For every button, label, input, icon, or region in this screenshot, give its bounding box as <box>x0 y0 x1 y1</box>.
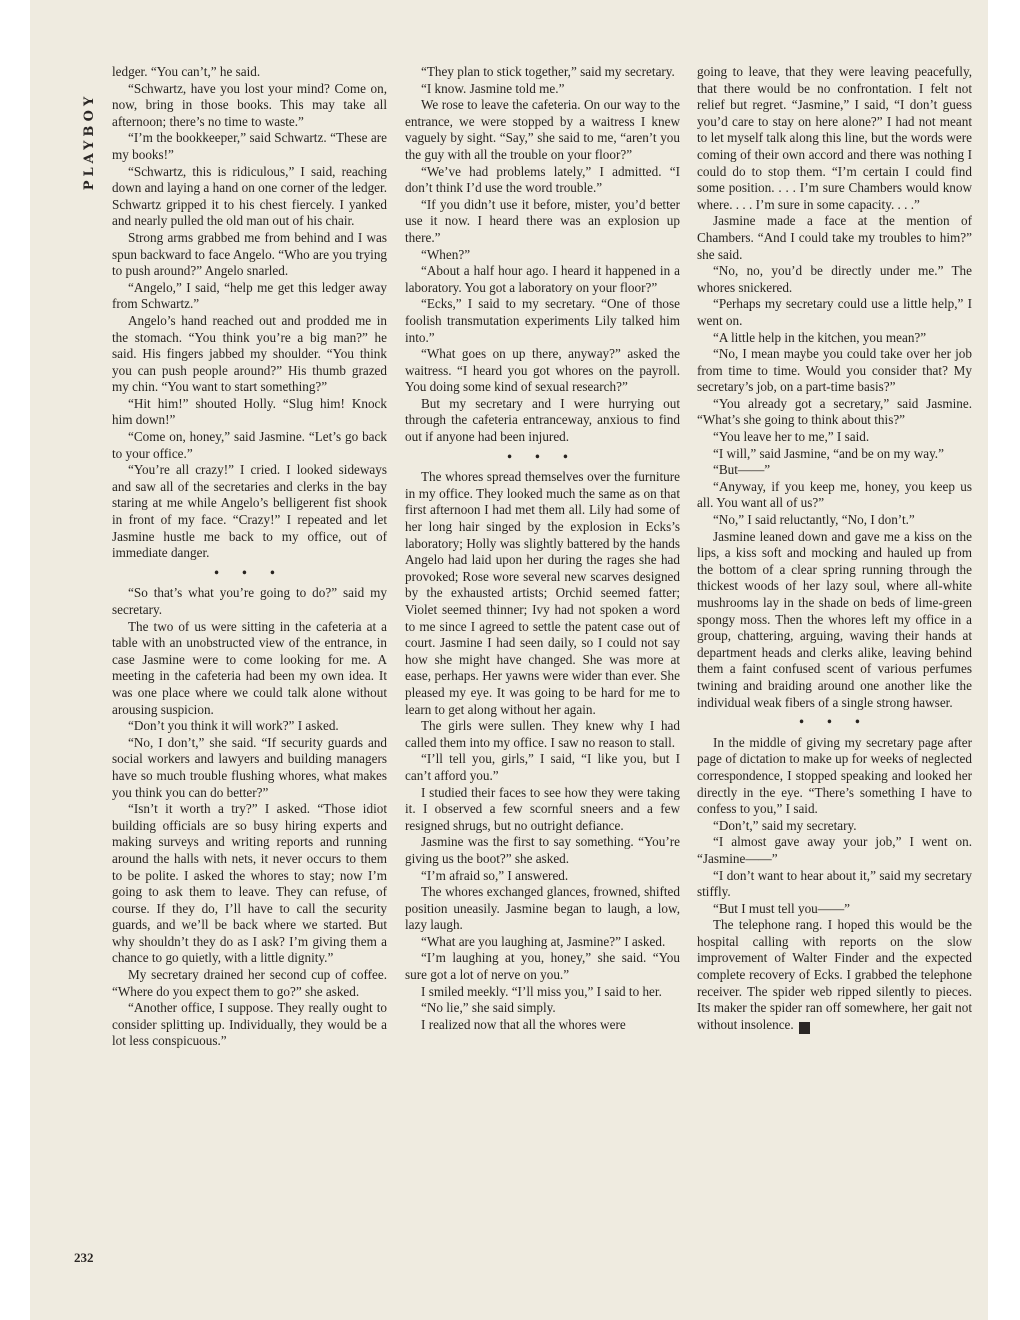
paragraph: “You already got a secretary,” said Jasmine. “What’s she going to think about this?” <box>697 395 972 428</box>
paragraph: “But——” <box>713 462 771 478</box>
masthead <box>78 66 102 216</box>
paragraph: “No, no, you’d be directly under me.” The whores snickered. <box>697 263 972 295</box>
paragraph: “What goes on up there, anyway?” asked the waitress. “I heard you got whores on the payroll. You doing some kind of sexual research?” <box>405 346 680 395</box>
paragraph: “They plan to stick together,” said my secretary. <box>421 64 675 79</box>
paragraph: “Perhaps my secretary could use a little help,” I went on. <box>697 296 972 328</box>
paragraph: Jasmine made a face at the mention of Chambers. “And I could take my troubles to him?” she said. <box>697 213 972 262</box>
paragraph: Jasmine leaned down and gave me a kiss on the lips, a kiss soft and mocking and hauled up from the bottom of a clear spring running through the thickest woods of her lazy soul, where all-white mushrooms lay in the shade on beds of lime-green spongy moss. Then the whores left my office in a group, chattering, arguing, waving their hands at department heads and clerks alike, leaving behind them a faint confused scent of various perfumes twining and braiding around one another like the individual weak fibers of a single strong hawser. <box>697 528 972 710</box>
paragraph: ledger. “You can’t,” he said. <box>112 64 261 79</box>
paragraph: “Isn’t it worth a try?” I asked. “Those idiot building officials are so busy hiring experts and making surveys and writing reports and running around the halls with nets, it never occurs to them to be polite. I asked the whores to stay; now I’m going to ask them to leave. They can refuse, of course. If they do, I’ll have to call the security guards, and we’ll be back where we started. But why shouldn’t they do as I ask? I’m giving them a chance to go quietly, with a little dignity.” <box>112 801 387 966</box>
rabbit-head-icon: ♦ <box>799 1022 810 1034</box>
paragraph: Strong arms grabbed me from behind and I was spun backward to face Angelo. “Who are you trying to push around?” Angelo snarled. <box>112 229 387 279</box>
paragraph: The two of us were sitting in the cafeteria at a table with an unobstructed view of the entrance, in case Jasmine were to come looking for me. A meeting in the cafeteria had been my own idea. It was one place where we could talk alone without arousing suspicion. <box>112 618 387 717</box>
section-break: • • • <box>214 564 285 580</box>
paragraph: I studied their faces to see how they were taking it. I observed a few scornful sneers and a few resigned shrugs, but no outright defiance. <box>405 784 680 833</box>
paragraph: But my secretary and I were hurrying out through the cafeteria entranceway, anxious to find out if anyone had been injured. <box>405 395 680 445</box>
paragraph: We rose to leave the cafeteria. On our way to the entrance, we were stopped by a waitress I knew vaguely by sight. “Say,” she said to me, “aren’t you the guy with all the trouble on your floor?” <box>405 97 680 162</box>
paragraph: “Ecks,” I said to my secretary. “One of those foolish transmutation experiments Lily talked him into.” <box>405 296 680 345</box>
paragraph: “So that’s what you’re going to do?” said my secretary. <box>112 585 387 617</box>
paragraph: “Anyway, if you keep me, honey, you keep us all. You want all of us?” <box>697 478 972 511</box>
paragraph: “A little help in the kitchen, you mean?” <box>713 329 927 345</box>
paragraph: “You leave her to me,” I said. <box>713 429 870 445</box>
paragraph: Angelo’s hand reached out and prodded me in the stomach. “You think you’re a big man?” he said. His fingers jabbed my shoulder. “You think you can push people around?” His thumb grazed my chin. “You want to start something?” <box>112 312 387 395</box>
paragraph: “No, I don’t,” she said. “If security guards and social workers and lawyers and building managers have so much trouble flushing whores, what makes you think you can do better?” <box>112 734 387 800</box>
paragraph: “Schwartz, this is ridiculous,” I said, reaching down and laying a hand on one corner of the ledger. Schwartz gripped it to his chest fiercely. I yanked and nearly pulled the old man out of his chair. <box>112 163 387 229</box>
paragraph: “No,” I said reluctantly, “No, I don’t.” <box>713 512 915 528</box>
paragraph: “You’re all crazy!” I cried. I looked sideways and saw all of the secretaries and clerks in the bay staring at me while Angelo’s belligerent fist shook in front of my face. “Crazy!” I repeated and let Jasmine hustle me back to my office, out of immediate danger. <box>112 462 387 561</box>
paragraph: The whores exchanged glances, frowned, shifted position uneasily. Jasmine began to laugh, a low, lazy laugh. <box>405 884 680 933</box>
paragraph: “I’ll tell you, girls,” I said, “I like you, but I can’t afford you.” <box>405 751 680 783</box>
page-number: 232 <box>74 1250 94 1265</box>
paragraph: “We’ve had problems lately,” I admitted. “I don’t think I’d use the word trouble.” <box>405 163 680 196</box>
paragraph: “Schwartz, have you lost your mind? Come on, now, bring in those books. This may take all afternoon; there’s no time to waste.” <box>112 80 387 129</box>
paragraph: “Hit him!” shouted Holly. “Slug him! Knock him down!” <box>112 395 387 428</box>
paragraph: “What are you laughing at, Jasmine?” I asked. <box>421 933 666 949</box>
paragraph: “About a half hour ago. I heard it happened in a laboratory. You got a laboratory on your floor?” <box>405 263 680 295</box>
text-column-1 <box>112 64 387 1274</box>
paragraph: “Another office, I suppose. They really ought to consider splitting up. Individually, they would be a lot less conspicuous.” <box>112 1000 387 1049</box>
paragraph: “Come on, honey,” said Jasmine. “Let’s go back to your office.” <box>112 429 387 461</box>
paragraph: I smiled meekly. “I’ll miss you,” I said to her. <box>421 983 662 999</box>
paragraph: “I don’t want to hear about it,” said my secretary stiffly. <box>697 867 972 900</box>
magazine-page <box>30 0 988 1320</box>
paragraph: The whores spread themselves over the furniture in my office. They looked much the same as on that first afternoon I had met them all. Lily had some of her long hair singed by the explosion in Ecks’s laboratory; Holly was slightly battered by the hands Angelo had laid upon her during the rages she had provoked; Rose wore several new scarves designed by the exhausted artists; Orchid seemed fatter; Violet seemed thinner; Ivy had not spoken a word to me since I agreed to settle the patent case out of court. Jasmine I had seen daily, so I could not say how she might have changed. She was more at ease, perhaps. Her yawns were wider than ever. She pleased my eye. It was going to be hard for me to learn to get along without her again. <box>405 469 680 717</box>
paragraph: “I know. Jasmine told me.” <box>421 80 565 96</box>
section-break: • • • <box>507 448 578 464</box>
paragraph: “I’m the bookkeeper,” said Schwartz. “These are my books!” <box>112 130 387 162</box>
paragraph: “If you didn’t use it before, mister, you’d better use it now. I heard there was an explosion up there.” <box>405 196 680 245</box>
paragraph: “I’m laughing at you, honey,” she said. “You sure got a lot of nerve on you.” <box>405 950 680 983</box>
paragraph: going to leave, that they were leaving peacefully, that there would be no confrontation. I felt not relief but regret. “Jasmine,” I said, “I don’t guess you’d care to stay on here alone?” I had not meant to let myself talk along this line, but the words were coming of their own accord and there was nothing I could do to stop them. “I’m certain I could find some position. . . . I’m sure Chambers would know where. . . . I’m sure in some capacity. . . .” <box>697 64 972 212</box>
paragraph: The telephone rang. I hoped this would be the hospital calling with reports on the slow improvement of Walter Finder and the expected complete recovery of Ecks. I grabbed the telephone receiver. The spider web ripped silently to pieces. Its maker the spider ran off somewhere, her gait not without insolence. ♦ <box>697 917 972 1033</box>
paragraph: Jasmine was the first to say something. “You’re giving us the boot?” she asked. <box>405 834 680 866</box>
paragraph: I realized now that all the whores were <box>421 1016 626 1032</box>
paragraph: “I will,” said Jasmine, “and be on my way.” <box>713 445 944 461</box>
paragraph: “But I must tell you——” <box>713 900 850 916</box>
paragraph: “I’m afraid so,” I answered. <box>421 867 569 883</box>
paragraph: “I almost gave away your job,” I went on. “Jasmine——” <box>697 834 972 866</box>
paragraph: “Angelo,” I said, “help me get this ledger away from Schwartz.” <box>112 279 387 312</box>
paragraph: The girls were sullen. They knew why I had called them into my office. I saw no reason to stall. <box>405 718 680 750</box>
paragraph: In the middle of giving my secretary page after page of dictation to make up for weeks of neglected correspondence, I stopped speaking and looked her directly in the eye. “There’s something I have to confess to you,” I said. <box>697 734 972 817</box>
paragraph: “No, I mean maybe you could take over her job from time to time. Would you consider that? My secretary’s job, on a part-time basis?” <box>697 346 972 395</box>
paragraph: “No lie,” she said simply. <box>421 1000 556 1016</box>
paragraph: “Don’t you think it will work?” I asked. <box>128 718 339 734</box>
paragraph: “When?” <box>421 246 471 262</box>
paragraph: “Don’t,” said my secretary. <box>713 817 857 833</box>
text-column-2 <box>405 64 680 1274</box>
text-column-3 <box>697 64 972 1274</box>
section-break: • • • <box>799 714 870 730</box>
paragraph: My secretary drained her second cup of coffee. “Where do you expect them to go?” she asked. <box>112 967 387 999</box>
magazine-name: PLAYBOY <box>82 92 98 190</box>
